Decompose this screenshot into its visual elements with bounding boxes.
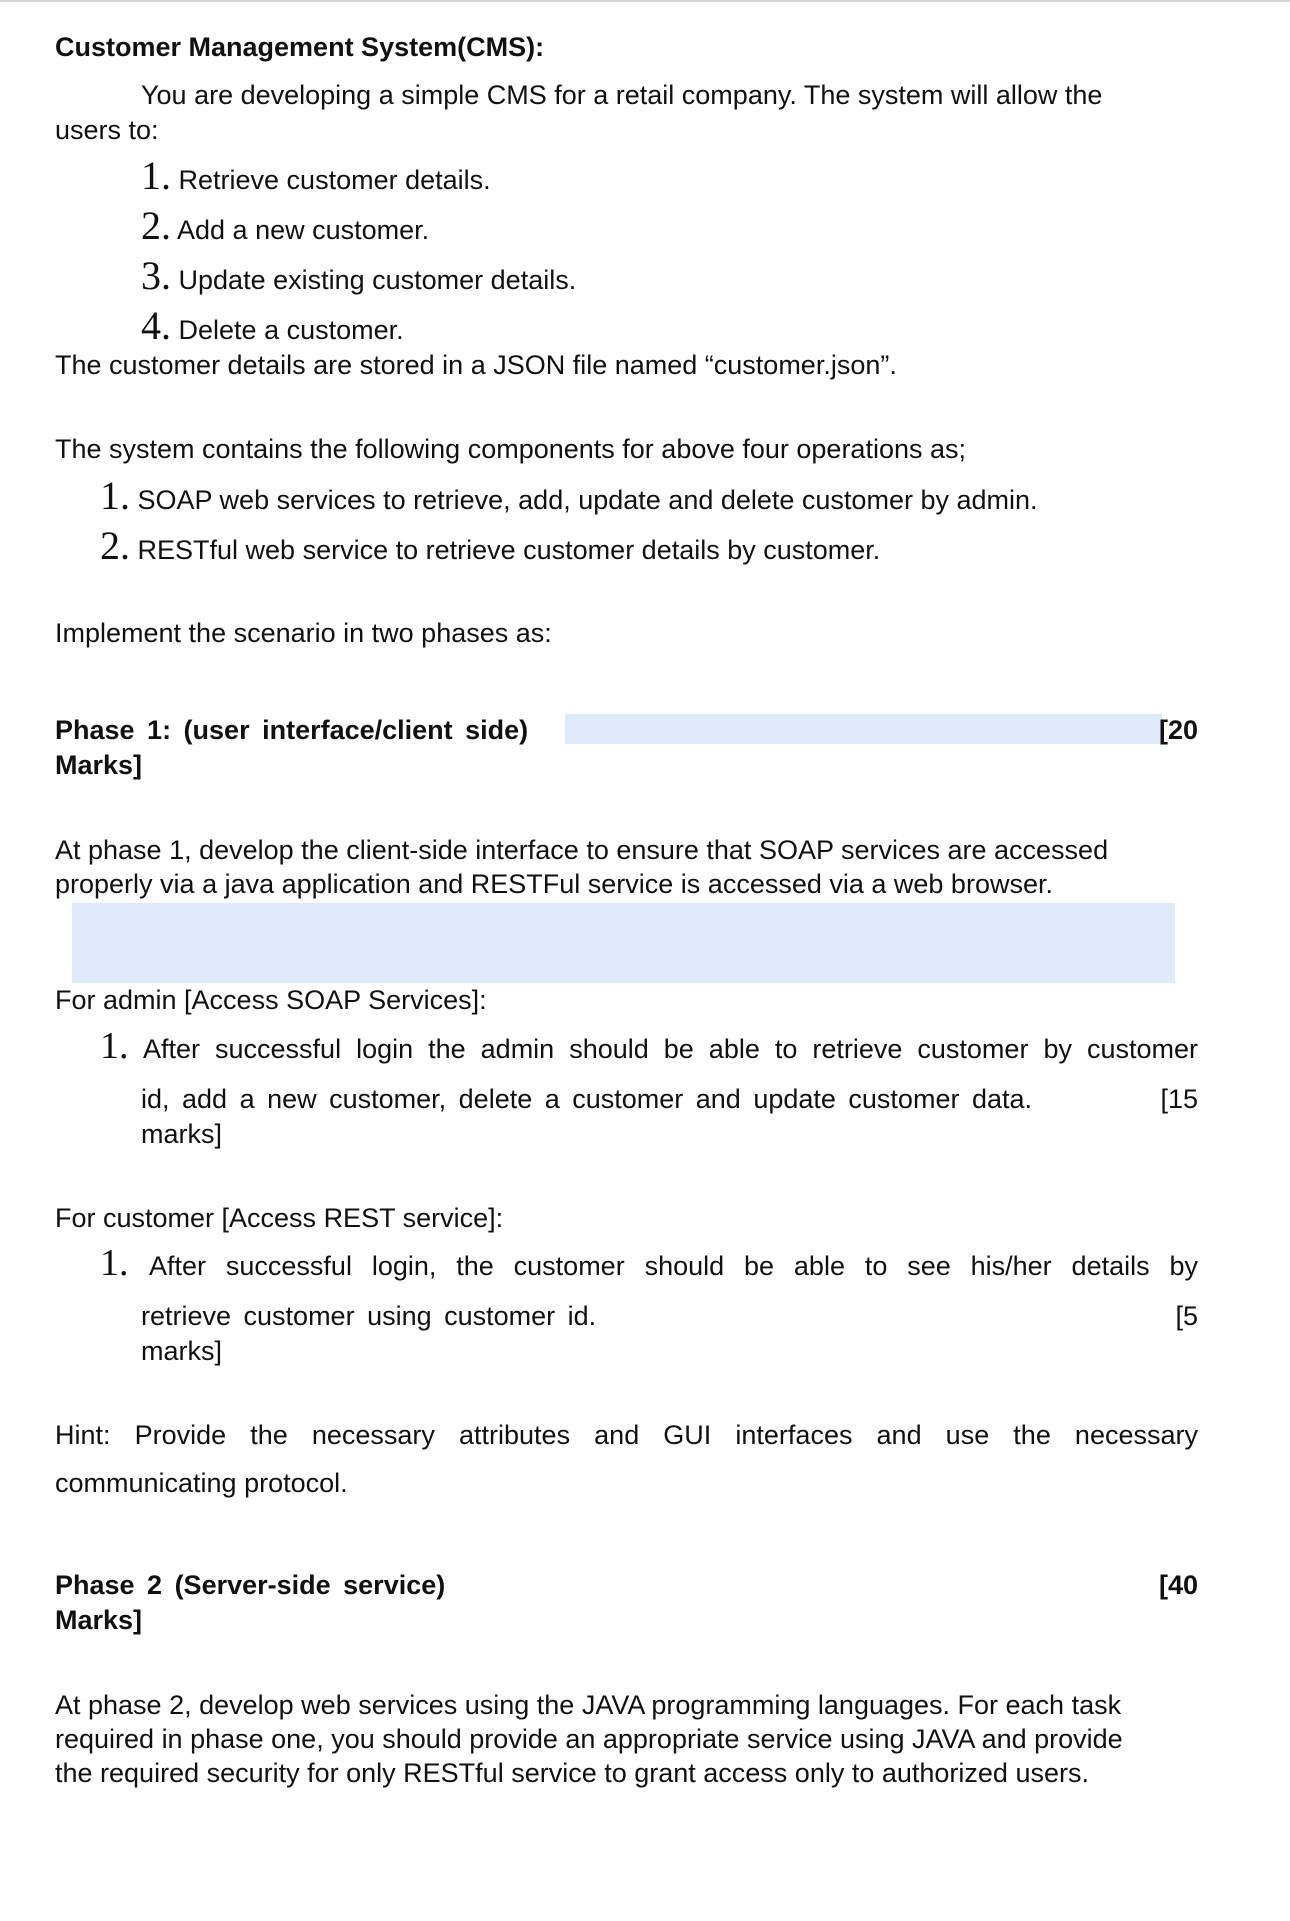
component-item-soap (100, 473, 1038, 518)
phase2-desc-line-3: the required security for only RESTful service to grant access only to authorized users. (55, 1758, 1089, 1788)
list-item (141, 303, 404, 348)
list-text: SOAP web services to retrieve, add, update and delete customer by admin. (137, 485, 1038, 515)
phase2-desc-line-2: required in phase one, you should provide an appropriate service using JAVA and provide (55, 1724, 1123, 1754)
phase2-heading: Phase 2 (Server-side service) (55, 1570, 446, 1600)
phase1-desc-line-1: At phase 1, develop the client-side interface to ensure that SOAP services are accessed (55, 835, 1109, 865)
intro-line-2: users to: (55, 115, 159, 145)
list-number: 1. (100, 1242, 129, 1284)
phase1-marks: [20 (1158, 715, 1198, 745)
phase1-heading: Phase 1: (user interface/client side) (55, 715, 529, 745)
list-text: Retrieve customer details. (178, 165, 491, 195)
list-number: 1. (100, 1025, 129, 1067)
list-text: Delete a customer. (178, 315, 404, 345)
list-item (141, 203, 430, 248)
hint-line-1: Hint: Provide the necessary attributes and GUI interfaces and use the necessary (55, 1420, 1198, 1450)
list-number: 2. (100, 523, 130, 568)
highlight-block (72, 903, 1175, 983)
admin-line-2: id, add a new customer, delete a customer and update customer data. (141, 1084, 1032, 1114)
customer-line-1: After successful login, the customer should be able to see his/her details by (149, 1251, 1198, 1281)
admin-marks: [15 (1160, 1084, 1198, 1114)
list-number: 4. (141, 303, 171, 348)
phase1-marks-close: Marks] (55, 750, 143, 780)
list-text: Add a new customer. (177, 215, 430, 245)
list-text: RESTful web service to retrieve customer details by customer. (137, 535, 881, 565)
admin-line-1: After successful login the admin should be able to retrieve customer by customer (143, 1034, 1198, 1064)
customer-line-2: retrieve customer using customer id. (141, 1301, 597, 1331)
phase2-marks: [40 (1158, 1570, 1198, 1600)
admin-marks-close: marks] (141, 1119, 222, 1149)
list-item (141, 153, 491, 198)
phase1-desc-line-2: properly via a java application and RESTFul service is accessed via a web browser. (55, 869, 1053, 899)
phase2-marks-close: Marks] (55, 1605, 143, 1635)
document-title: Customer Management System(CMS): (55, 32, 545, 62)
component-item-rest (100, 523, 881, 568)
list-number: 1. (141, 153, 171, 198)
components-intro: The system contains the following components for above four operations as; (55, 434, 966, 464)
admin-heading: For admin [Access SOAP Services]: (55, 985, 487, 1015)
list-number: 2. (141, 203, 171, 248)
list-number: 1. (100, 473, 130, 518)
list-number: 3. (141, 253, 171, 298)
list-item (141, 253, 577, 298)
intro-line-1: You are developing a simple CMS for a retail company. The system will allow the (141, 80, 1103, 110)
implement-text: Implement the scenario in two phases as: (55, 618, 552, 648)
list-text: Update existing customer details. (178, 265, 577, 295)
customer-marks: [5 (1175, 1301, 1198, 1331)
customer-marks-close: marks] (141, 1336, 222, 1366)
customer-heading: For customer [Access REST service]: (55, 1203, 504, 1233)
top-divider (0, 0, 1290, 2)
phase2-desc-line-1: At phase 2, develop web services using the JAVA programming languages. For each task (55, 1690, 1122, 1720)
hint-line-2: communicating protocol. (55, 1468, 348, 1498)
storage-note: The customer details are stored in a JSON file named “customer.json”. (55, 350, 897, 380)
highlight-bar (565, 714, 1162, 744)
